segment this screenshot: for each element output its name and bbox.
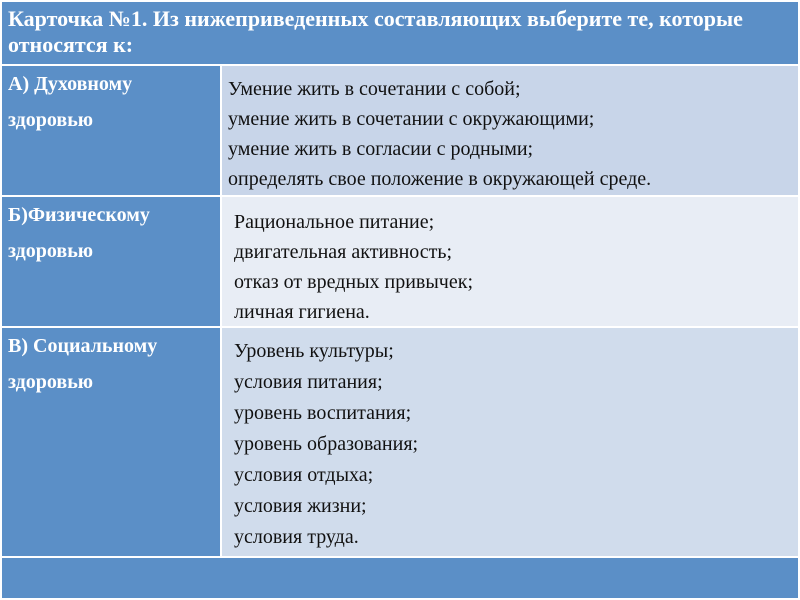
list-item: Уровень культуры; xyxy=(234,340,394,362)
list-item: уровень образования; xyxy=(234,433,419,455)
row-label-line1: В) Социальному xyxy=(8,335,158,357)
list-item: условия жизни; xyxy=(234,495,367,517)
table-row-physical xyxy=(2,197,798,326)
row-label xyxy=(2,66,220,195)
table-row-spiritual xyxy=(2,66,798,195)
list-item: отказ от вредных привычек; xyxy=(234,271,474,293)
list-item: умение жить в согласии с родными; xyxy=(228,138,534,160)
list-item: двигательная активность; xyxy=(234,241,453,263)
row-items xyxy=(222,328,798,556)
footer-bar xyxy=(2,558,798,598)
row-label xyxy=(2,197,220,326)
list-item: условия труда. xyxy=(234,526,359,548)
row-label xyxy=(2,328,220,556)
row-label-line1: Б)Физическому xyxy=(8,204,150,226)
list-item: условия отдыха; xyxy=(234,464,374,486)
row-label-line2: здоровью xyxy=(8,109,94,131)
list-item: Рациональное питание; xyxy=(234,211,435,233)
list-item: умение жить в сочетании с окружающими; xyxy=(228,108,595,130)
row-label-line1: А) Духовному xyxy=(8,73,133,95)
row-label-line2: здоровью xyxy=(8,371,94,393)
list-item: Умение жить в сочетании с собой; xyxy=(228,78,521,100)
row-items xyxy=(222,197,798,326)
list-item: уровень воспитания; xyxy=(234,402,412,424)
row-label-line2: здоровью xyxy=(8,240,94,262)
list-item: личная гигиена. xyxy=(234,301,370,323)
card-title: Карточка №1. Из нижеприведенных составляющих выберите те, которые относятся к: xyxy=(2,2,798,64)
row-items xyxy=(222,66,798,195)
list-item: условия питания; xyxy=(234,371,383,393)
table-row-social xyxy=(2,328,798,556)
list-item: определять свое положение в окружающей среде. xyxy=(228,168,652,190)
